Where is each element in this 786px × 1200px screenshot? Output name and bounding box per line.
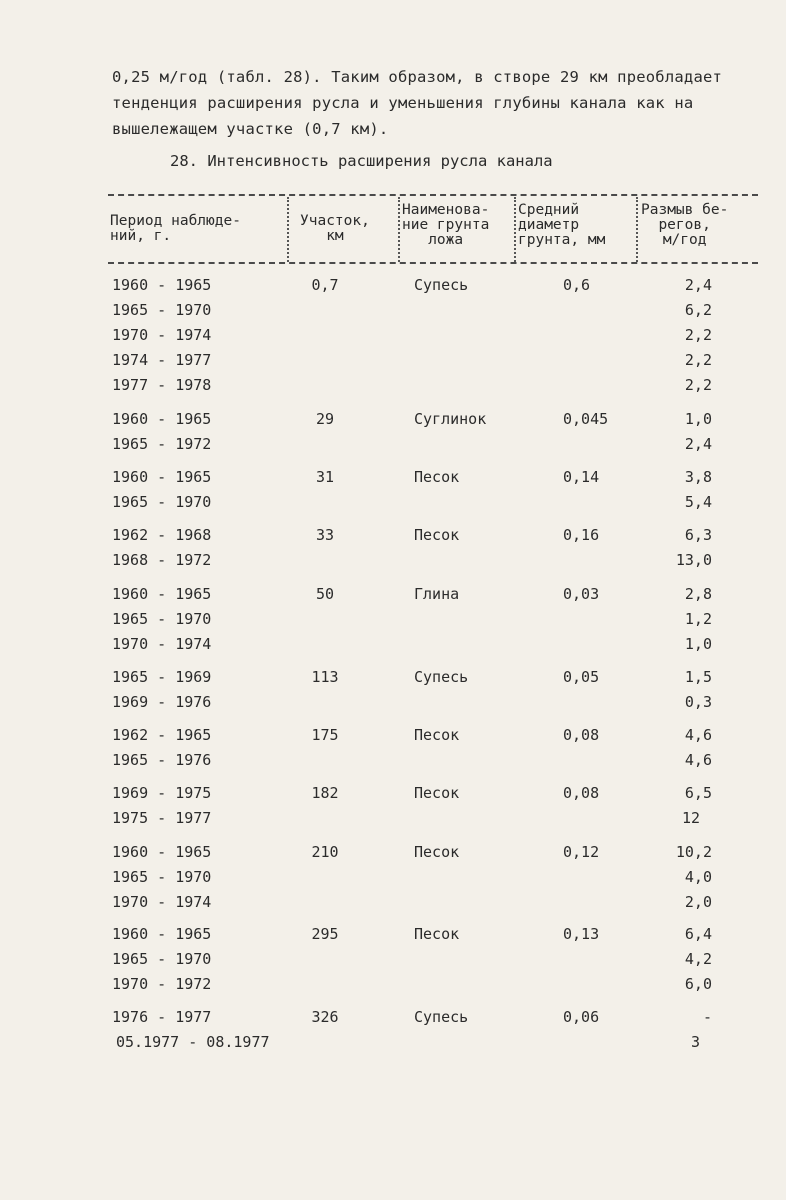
section-cell: 0,7 — [311, 276, 339, 294]
table-row — [0, 893, 786, 917]
washout-cell: 6,4 — [684, 925, 712, 943]
period-cell: 1960 - 1965 — [112, 276, 212, 294]
table-row — [0, 376, 786, 400]
washout-cell: 2,2 — [684, 376, 712, 394]
soil-cell: Глина — [414, 585, 460, 603]
header-separator — [287, 197, 289, 262]
period-cell: 1965 - 1972 — [112, 435, 212, 453]
washout-cell: 1,0 — [684, 410, 712, 428]
washout-cell: 4,0 — [684, 868, 712, 886]
period-cell: 1970 - 1974 — [112, 326, 212, 344]
table-row — [0, 351, 786, 375]
diameter-cell: 0,08 — [563, 784, 600, 802]
washout-cell: 3,8 — [684, 468, 712, 486]
table-row — [0, 843, 786, 867]
section-cell: 175 — [311, 726, 339, 744]
washout-cell: 2,8 — [684, 585, 712, 603]
table-row — [0, 551, 786, 575]
diameter-cell: 0,14 — [563, 468, 600, 486]
washout-cell: 2,4 — [684, 276, 712, 294]
period-cell: 1970 - 1974 — [112, 635, 212, 653]
header-bottom-rule — [108, 262, 758, 264]
table-row — [0, 950, 786, 974]
washout-cell: 6,0 — [684, 975, 712, 993]
soil-cell: Песок — [414, 843, 460, 861]
table-row — [0, 493, 786, 517]
washout-cell: 12 — [681, 809, 700, 827]
header-separator — [636, 197, 638, 262]
table-row — [0, 925, 786, 949]
section-cell: 113 — [311, 668, 339, 686]
washout-cell: 5,4 — [684, 493, 712, 511]
section-cell: 31 — [315, 468, 335, 486]
washout-cell: 3 — [690, 1033, 700, 1051]
period-cell: 1968 - 1972 — [112, 551, 212, 569]
period-cell: 1965 - 1970 — [112, 950, 212, 968]
table-row — [0, 1033, 786, 1057]
period-cell: 1965 - 1970 — [112, 868, 212, 886]
table-caption: 28. Интенсивность расширения русла канала — [170, 152, 553, 170]
washout-cell: 6,5 — [684, 784, 712, 802]
header-washout: Размыв бе- регов, м/год — [641, 202, 729, 248]
washout-cell: 4,2 — [684, 950, 712, 968]
section-cell: 326 — [311, 1008, 339, 1026]
soil-cell: Песок — [414, 468, 460, 486]
diameter-cell: 0,05 — [563, 668, 600, 686]
period-cell: 1960 - 1965 — [112, 468, 212, 486]
header-period: Период наблюде- ний, г. — [110, 213, 241, 244]
header-separator — [514, 197, 516, 262]
soil-cell: Песок — [414, 925, 460, 943]
table-row — [0, 668, 786, 692]
soil-cell: Супесь — [414, 668, 469, 686]
washout-cell: 0,3 — [684, 693, 712, 711]
table-row — [0, 610, 786, 634]
period-cell: 1960 - 1965 — [112, 925, 212, 943]
header-section: Участок, км — [300, 213, 370, 244]
table-row — [0, 301, 786, 325]
period-cell: 1965 - 1970 — [112, 610, 212, 628]
table-row — [0, 635, 786, 659]
diameter-cell: 0,13 — [563, 925, 600, 943]
section-cell: 182 — [311, 784, 339, 802]
period-cell: 1962 - 1968 — [112, 526, 212, 544]
table-row — [0, 276, 786, 300]
section-cell: 295 — [311, 925, 339, 943]
washout-cell: 4,6 — [684, 726, 712, 744]
table-row — [0, 751, 786, 775]
washout-cell: 2,2 — [684, 326, 712, 344]
period-cell: 1960 - 1965 — [112, 843, 212, 861]
diameter-cell: 0,06 — [563, 1008, 600, 1026]
table-row — [0, 868, 786, 892]
soil-cell: Песок — [414, 726, 460, 744]
diameter-cell: 0,08 — [563, 726, 600, 744]
header-diameter: Средний диаметр грунта, мм — [518, 202, 606, 248]
period-cell: 1974 - 1977 — [112, 351, 212, 369]
washout-cell: 2,0 — [684, 893, 712, 911]
table-row — [0, 435, 786, 459]
diameter-cell: 0,03 — [563, 585, 600, 603]
washout-cell: 1,2 — [684, 610, 712, 628]
washout-cell: 1,5 — [684, 668, 712, 686]
table-row — [0, 326, 786, 350]
period-cell: 1969 - 1975 — [112, 784, 212, 802]
table-row — [0, 726, 786, 750]
diameter-cell: 0,16 — [563, 526, 600, 544]
soil-cell: Песок — [414, 526, 460, 544]
table-row — [0, 468, 786, 492]
period-cell: 1965 - 1970 — [112, 301, 212, 319]
washout-cell: 6,2 — [684, 301, 712, 319]
section-cell: 50 — [315, 585, 335, 603]
diameter-cell: 0,045 — [563, 410, 609, 428]
table-row — [0, 1008, 786, 1032]
washout-cell: - — [702, 1008, 712, 1026]
section-cell: 29 — [315, 410, 335, 428]
period-cell: 1977 - 1978 — [112, 376, 212, 394]
soil-cell: Супесь — [414, 276, 469, 294]
table-row — [0, 809, 786, 833]
intro-line: тенденция расширения русла и уменьшения глубины канала как на — [112, 94, 694, 112]
diameter-cell: 0,12 — [563, 843, 600, 861]
period-cell: 1970 - 1974 — [112, 893, 212, 911]
period-cell: 1960 - 1965 — [112, 585, 212, 603]
period-cell: 1965 - 1976 — [112, 751, 212, 769]
section-cell: 210 — [311, 843, 339, 861]
washout-cell: 6,3 — [684, 526, 712, 544]
diameter-cell: 0,6 — [563, 276, 591, 294]
intro-line: 0,25 м/год (табл. 28). Таким образом, в створе 29 км преобладает — [112, 68, 723, 86]
washout-cell: 10,2 — [675, 843, 712, 861]
table-row — [0, 975, 786, 999]
period-cell: 1969 - 1976 — [112, 693, 212, 711]
table-row — [0, 526, 786, 550]
period-cell: 1965 - 1970 — [112, 493, 212, 511]
soil-cell: Супесь — [414, 1008, 469, 1026]
washout-cell: 2,2 — [684, 351, 712, 369]
period-cell: 1962 - 1965 — [112, 726, 212, 744]
intro-line: вышележащем участке (0,7 км). — [112, 120, 389, 138]
table-row — [0, 693, 786, 717]
table-row — [0, 585, 786, 609]
washout-cell: 1,0 — [684, 635, 712, 653]
washout-cell: 2,4 — [684, 435, 712, 453]
washout-cell: 13,0 — [675, 551, 712, 569]
period-cell: 1970 - 1972 — [112, 975, 212, 993]
washout-cell: 4,6 — [684, 751, 712, 769]
period-cell: 05.1977 - 08.1977 — [116, 1033, 270, 1051]
period-cell: 1965 - 1969 — [112, 668, 212, 686]
header-soil: Наименова- ние грунта ложа — [402, 202, 490, 248]
period-cell: 1975 - 1977 — [112, 809, 212, 827]
header-top-rule — [108, 194, 758, 196]
period-cell: 1976 - 1977 — [112, 1008, 212, 1026]
intro-paragraph — [112, 64, 772, 142]
soil-cell: Песок — [414, 784, 460, 802]
table-row — [0, 784, 786, 808]
header-separator — [398, 197, 400, 262]
soil-cell: Суглинок — [414, 410, 487, 428]
table-row — [0, 410, 786, 434]
period-cell: 1960 - 1965 — [112, 410, 212, 428]
section-cell: 33 — [315, 526, 335, 544]
